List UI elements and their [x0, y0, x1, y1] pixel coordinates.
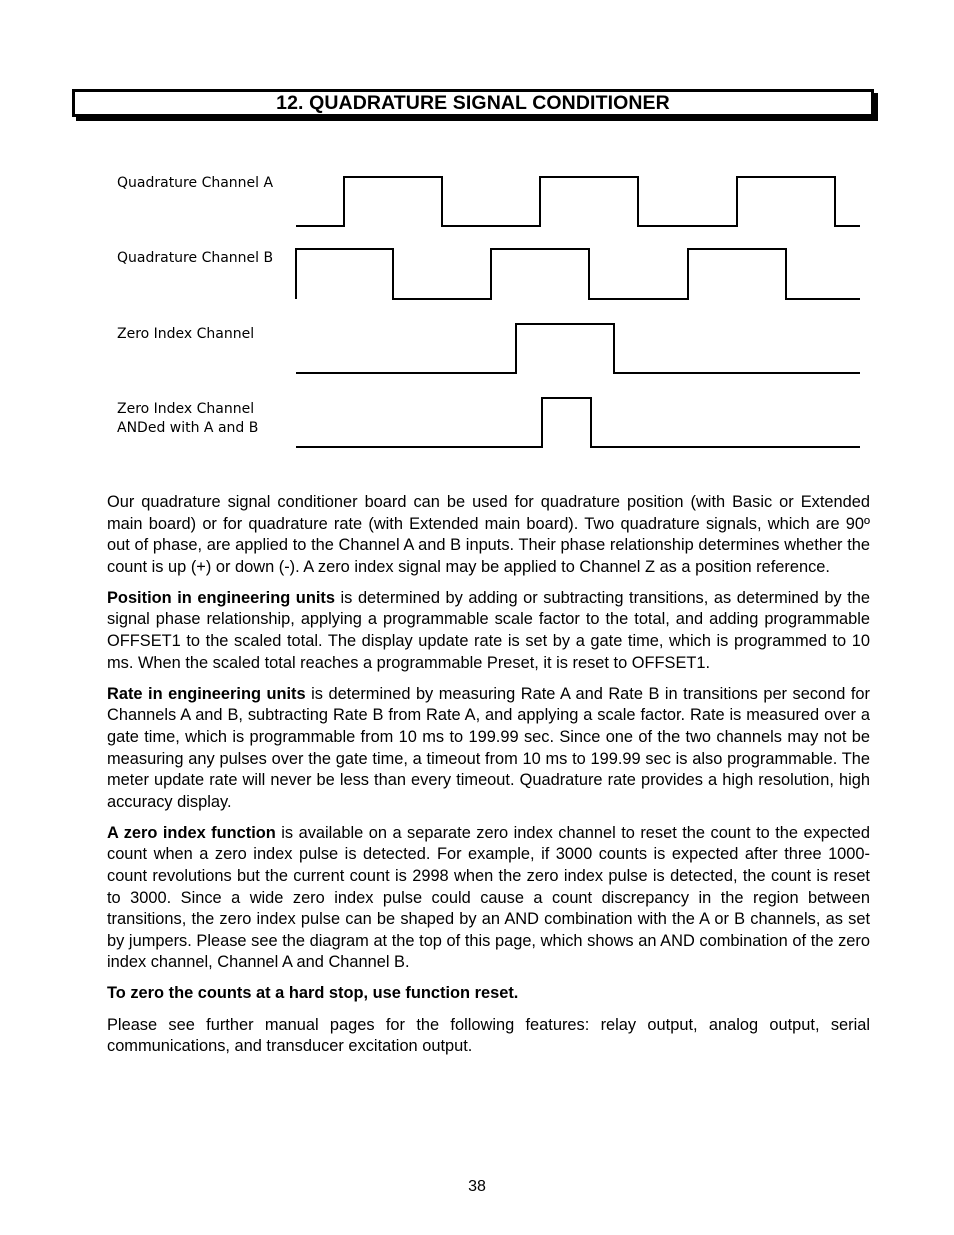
- page-number: 38: [468, 1178, 486, 1195]
- paragraph-hard-stop: [107, 983, 870, 1005]
- section-title-box: [72, 89, 874, 117]
- label-zero-index: Zero Index Channel: [117, 326, 255, 342]
- paragraph-rate: [107, 684, 870, 814]
- heading-hard-stop: To zero the counts at a hard stop, use function reset.: [107, 984, 519, 1003]
- paragraph-intro: Our quadrature signal conditioner board can be used for quadrature position (with Basic or Extended main board) or for quadrature rate (with Extended main board). Two quadrature signals, which are 90º out of phase, are applied to the Channel A and B inputs. Their phase relationship determines whether the count is up (+) or down (-). A zero index signal may be applied to Channel Z as a position reference.: [107, 493, 870, 576]
- body-text: [107, 492, 870, 1067]
- heading-rate: Rate in engineering units: [107, 684, 306, 703]
- heading-zero-index: A zero index function: [107, 823, 276, 842]
- waveform-zero-index-anded: [296, 398, 860, 447]
- text-zero-index: is available on a separate zero index channel to reset the count to the expected count when a zero index pulse is detected. For example, if 3000 counts is expected after three 1000-count revolutions but the current count is 2998 when the zero index pulse is detected, the count is reset to 3000. Since a wide zero index pulse could cause a count discrepancy in the region between transitions, the zero index pulse can be shaped by an AND combination with the A or B channels, as set by jumpers. Please see the diagram at the top of this page, which shows an AND combination of the zero index channel, Channel A and Channel B.: [107, 823, 870, 972]
- paragraph-position: [107, 588, 870, 674]
- section-title: 12. QUADRATURE SIGNAL CONDITIONER: [276, 91, 670, 114]
- paragraph-zero-index: [107, 823, 870, 974]
- label-zero-index-and-line2: ANDed with A and B: [117, 420, 259, 436]
- label-channel-a: Quadrature Channel A: [117, 175, 274, 191]
- text-rate: is determined by measuring Rate A and Rate B in transitions per second for Channels A and B, subtracting Rate B from Rate A, and applying a scale factor. Rate is measured over a gate time, which is programmable from 10 ms to 199.99 sec. Since one of the two channels may not be measuring any pulses over the gate time, a timeout from 10 ms to 199.99 sec is also programmable. The meter update rate will never be less than every timeout. Quadrature rate provides a high resolution, high accuracy display.: [107, 684, 870, 811]
- waveform-channel-b: [296, 249, 860, 299]
- paragraph-further-pages: Please see further manual pages for the following features: relay output, analog output, serial communications, and transducer excitation output.: [107, 1015, 870, 1056]
- waveform-zero-index: [296, 324, 860, 373]
- heading-position: Position in engineering units: [107, 588, 335, 607]
- label-channel-b: Quadrature Channel B: [117, 250, 274, 266]
- waveform-channel-a: [296, 177, 860, 226]
- text-position: is determined by adding or subtracting transitions, as determined by the signal phase relationship, applying a programmable scale factor to the total, and adding programmable OFFSET1 to the scaled total. The display update rate is set by a gate time, which is programmed to 10 ms. When the scaled total reaches a programmable Preset, it is reset to OFFSET1.: [107, 588, 870, 672]
- timing-diagram: [0, 160, 954, 460]
- label-zero-index-and-line1: Zero Index Channel: [117, 401, 255, 417]
